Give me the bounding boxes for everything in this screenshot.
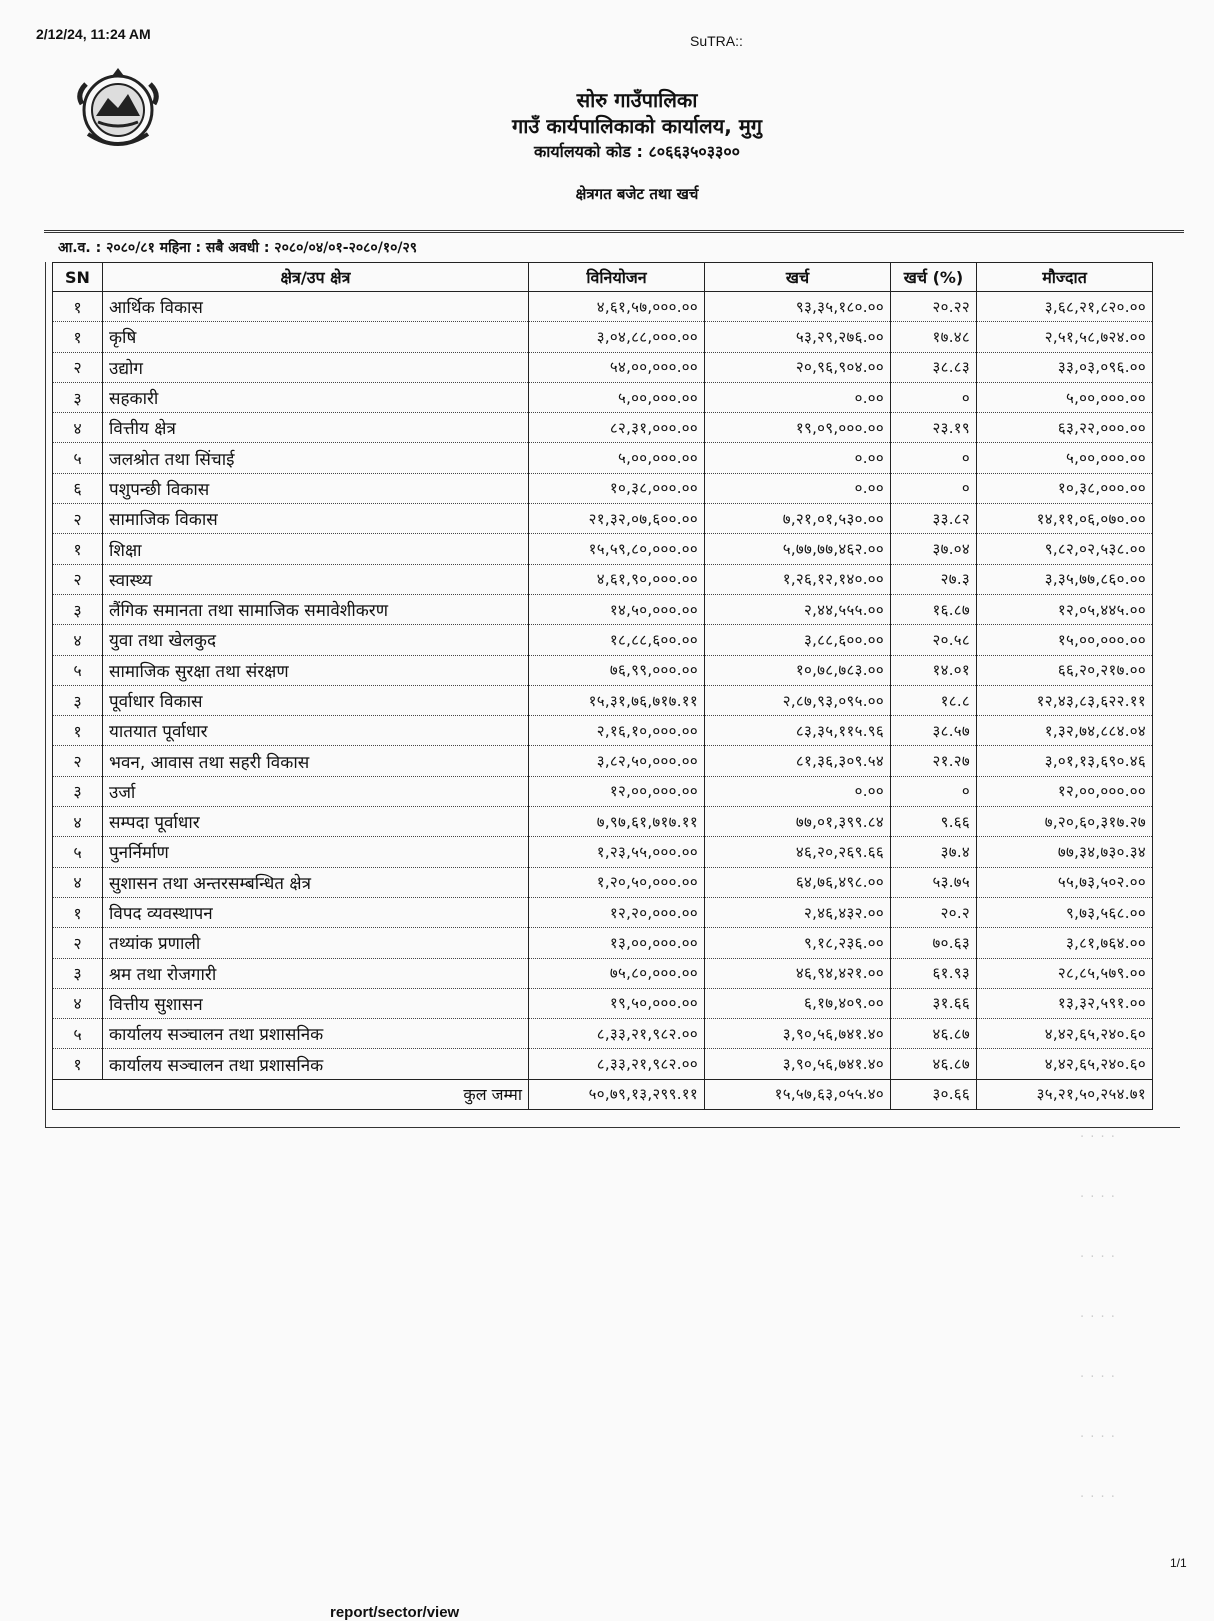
row-expense: ५,७७,७७,४६२.००: [705, 534, 891, 564]
row-sn: १: [53, 292, 103, 322]
row-balance: १४,११,०६,०७०.००: [977, 504, 1153, 534]
row-balance: ६६,२०,२१७.००: [977, 655, 1153, 685]
row-expense: २,४६,४३२.००: [705, 897, 891, 927]
row-expense-percent: ४६.८७: [891, 1049, 977, 1079]
row-sn: ६: [53, 473, 103, 503]
header-divider: [44, 230, 1184, 233]
row-expense-percent: ५३.७५: [891, 867, 977, 897]
row-balance: १२,४३,८३,६२२.११: [977, 685, 1153, 715]
row-expense: ९३,३५,१८०.००: [705, 292, 891, 322]
row-sector: स्वास्थ्य: [103, 564, 529, 594]
row-sn: ४: [53, 413, 103, 443]
row-expense: ७७,०१,३९९.८४: [705, 807, 891, 837]
row-sn: २: [53, 564, 103, 594]
table-row: [53, 837, 1153, 867]
row-allocation: ७५,८०,०००.००: [529, 958, 705, 988]
table-row: [53, 625, 1153, 655]
row-sector: भवन, आवास तथा सहरी विकास: [103, 746, 529, 776]
total-balance: ३५,२१,५०,२५४.७१: [977, 1079, 1153, 1109]
row-balance: २,५१,५८,७२४.००: [977, 322, 1153, 352]
row-expense-percent: २७.३: [891, 564, 977, 594]
table-row: [53, 443, 1153, 473]
row-expense: ३,९०,५६,७४१.४०: [705, 1019, 891, 1049]
row-expense-percent: २३.१९: [891, 413, 977, 443]
row-sn: ३: [53, 382, 103, 412]
row-expense-percent: २१.२७: [891, 746, 977, 776]
row-expense-percent: १६.८७: [891, 594, 977, 624]
col-header-expense: खर्च: [705, 263, 891, 292]
row-sn: ५: [53, 1019, 103, 1049]
row-balance: ६३,२२,०००.००: [977, 413, 1153, 443]
row-balance: ३,६८,२१,८२०.००: [977, 292, 1153, 322]
office-code: कार्यालयको कोड : ८०६६३५०३३००: [533, 142, 741, 161]
row-allocation: १५,५९,८०,०००.००: [529, 534, 705, 564]
table-row: [53, 504, 1153, 534]
row-allocation: २१,३२,०७,६००.००: [529, 504, 705, 534]
print-datetime: 2/12/24, 11:24 AM: [36, 26, 151, 42]
row-expense: ४६,९४,४२१.००: [705, 958, 891, 988]
print-site-title: SuTRA::: [690, 33, 743, 49]
row-sector: कृषि: [103, 322, 529, 352]
row-sector: सम्पदा पूर्वाधार: [103, 807, 529, 837]
row-expense-percent: ०: [891, 382, 977, 412]
row-expense: १०,७८,७८३.००: [705, 655, 891, 685]
row-expense-percent: ०: [891, 473, 977, 503]
row-allocation: १८,८८,६००.००: [529, 625, 705, 655]
row-expense-percent: ३७.०४: [891, 534, 977, 564]
row-expense: ४६,२०,२६९.६६: [705, 837, 891, 867]
row-expense-percent: २०.२२: [891, 292, 977, 322]
table-header-row: [53, 263, 1153, 292]
table-row: [53, 867, 1153, 897]
table-row: [53, 958, 1153, 988]
row-expense: ५३,२९,२७६.००: [705, 322, 891, 352]
row-expense-percent: ६१.९३: [891, 958, 977, 988]
row-allocation: १३,००,०००.००: [529, 928, 705, 958]
row-balance: ४,४२,६५,२४०.६०: [977, 1019, 1153, 1049]
row-allocation: ८,३३,२१,९८२.००: [529, 1019, 705, 1049]
row-allocation: १५,३१,७६,७१७.११: [529, 685, 705, 715]
row-allocation: १२,००,०००.००: [529, 776, 705, 806]
row-expense-percent: ९.६६: [891, 807, 977, 837]
row-sector: जलश्रोत तथा सिंचाई: [103, 443, 529, 473]
footer-url: report/sector/view: [330, 1604, 460, 1621]
row-sn: ३: [53, 685, 103, 715]
row-expense-percent: २०.५८: [891, 625, 977, 655]
row-expense: ३,९०,५६,७४१.४०: [705, 1049, 891, 1079]
row-expense: ८३,३५,११५.९६: [705, 716, 891, 746]
row-expense-percent: ३८.५७: [891, 716, 977, 746]
report-title: क्षेत्रगत बजेट तथा खर्च: [575, 185, 699, 203]
total-label: कुल जम्मा: [53, 1079, 529, 1109]
row-balance: २८,८५,५७९.००: [977, 958, 1153, 988]
table-left-border: [45, 262, 46, 1128]
row-allocation: १,२०,५०,०००.००: [529, 867, 705, 897]
row-allocation: ८२,३१,०००.००: [529, 413, 705, 443]
row-expense-percent: १८.८: [891, 685, 977, 715]
table-row: [53, 746, 1153, 776]
row-expense: ०.००: [705, 776, 891, 806]
row-balance: १,३२,७४,८८४.०४: [977, 716, 1153, 746]
row-allocation: १२,२०,०००.००: [529, 897, 705, 927]
row-expense: २,८७,९३,०९५.००: [705, 685, 891, 715]
row-expense: ९,१८,२३६.००: [705, 928, 891, 958]
row-expense: ६४,७६,४९८.००: [705, 867, 891, 897]
table-row: [53, 564, 1153, 594]
row-balance: ९,७३,५६८.००: [977, 897, 1153, 927]
row-balance: ४,४२,६५,२४०.६०: [977, 1049, 1153, 1079]
row-balance: १३,३२,५९१.००: [977, 988, 1153, 1018]
table-row: [53, 534, 1153, 564]
table-row: [53, 382, 1153, 412]
col-header-sn: SN: [53, 263, 103, 292]
row-sn: ४: [53, 988, 103, 1018]
row-expense: ६,१७,४०९.००: [705, 988, 891, 1018]
bleed-through-mark: · · · ·: [1080, 1130, 1116, 1145]
bleed-through-mark: · · · ·: [1080, 1190, 1116, 1205]
row-expense: २,४४,५५५.००: [705, 594, 891, 624]
row-balance: १५,००,०००.००: [977, 625, 1153, 655]
row-balance: ३,०१,१३,६९०.४६: [977, 746, 1153, 776]
row-sn: ३: [53, 958, 103, 988]
row-sn: ३: [53, 776, 103, 806]
row-sector: आर्थिक विकास: [103, 292, 529, 322]
row-sn: २: [53, 504, 103, 534]
row-allocation: १,२३,५५,०००.००: [529, 837, 705, 867]
row-sector: पूर्वाधार विकास: [103, 685, 529, 715]
row-allocation: १४,५०,०००.००: [529, 594, 705, 624]
table-row: [53, 655, 1153, 685]
row-sn: ५: [53, 837, 103, 867]
row-balance: ३३,०३,०९६.००: [977, 352, 1153, 382]
row-allocation: ३,८२,५०,०००.००: [529, 746, 705, 776]
row-sector: सामाजिक विकास: [103, 504, 529, 534]
row-expense-percent: २०.२: [891, 897, 977, 927]
row-allocation: ४,६१,९०,०००.००: [529, 564, 705, 594]
table-row: [53, 292, 1153, 322]
row-allocation: ५४,००,०००.००: [529, 352, 705, 382]
table-row: [53, 1019, 1153, 1049]
row-sector: कार्यालय सञ्चालन तथा प्रशासनिक: [103, 1049, 529, 1079]
table-row: [53, 776, 1153, 806]
bleed-through-mark: · · · ·: [1080, 1430, 1116, 1445]
row-sector: पुनर्निर्माण: [103, 837, 529, 867]
row-sn: २: [53, 352, 103, 382]
row-sector: युवा तथा खेलकुद: [103, 625, 529, 655]
row-expense-percent: ३८.८३: [891, 352, 977, 382]
row-allocation: १९,५०,०००.००: [529, 988, 705, 1018]
row-sector: पशुपन्छी विकास: [103, 473, 529, 503]
row-sn: ४: [53, 867, 103, 897]
page-number: 1/1: [1170, 1556, 1187, 1570]
row-expense-percent: ३७.४: [891, 837, 977, 867]
table-row: [53, 685, 1153, 715]
row-sn: १: [53, 534, 103, 564]
row-balance: १०,३८,०००.००: [977, 473, 1153, 503]
row-expense-percent: ४६.८७: [891, 1019, 977, 1049]
row-allocation: ५,००,०००.००: [529, 382, 705, 412]
row-sector: वित्तीय क्षेत्र: [103, 413, 529, 443]
row-allocation: ४,६१,५७,०००.००: [529, 292, 705, 322]
row-sector: यातयात पूर्वाधार: [103, 716, 529, 746]
row-expense: ०.००: [705, 382, 891, 412]
row-expense-percent: ०: [891, 443, 977, 473]
row-sn: १: [53, 716, 103, 746]
row-expense-percent: ७०.६३: [891, 928, 977, 958]
row-sn: १: [53, 897, 103, 927]
row-balance: १२,००,०००.००: [977, 776, 1153, 806]
row-sector: शिक्षा: [103, 534, 529, 564]
fiscal-period: आ.व. : २०८०/८१ महिना : सबै अवधी : २०८०/०४/०१-२०८०/१०/२९: [58, 240, 418, 256]
table-row: [53, 413, 1153, 443]
table-row: [53, 988, 1153, 1018]
table-row: [53, 807, 1153, 837]
col-header-balance: मौज्दात: [977, 263, 1153, 292]
table-row: [53, 1049, 1153, 1079]
row-expense-percent: ०: [891, 776, 977, 806]
table-row: [53, 897, 1153, 927]
row-sector: कार्यालय सञ्चालन तथा प्रशासनिक: [103, 1019, 529, 1049]
table-row: [53, 594, 1153, 624]
row-balance: ९,८२,०२,५३८.००: [977, 534, 1153, 564]
row-balance: १२,०५,४४५.००: [977, 594, 1153, 624]
row-expense: ३,८८,६००.००: [705, 625, 891, 655]
row-sn: २: [53, 746, 103, 776]
col-header-allocation: विनियोजन: [529, 263, 705, 292]
bleed-through-mark: · · · ·: [1080, 1250, 1116, 1265]
row-balance: ७,२०,६०,३१७.२७: [977, 807, 1153, 837]
row-expense-percent: ३३.८२: [891, 504, 977, 534]
table-row: [53, 352, 1153, 382]
row-sector: विपद व्यवस्थापन: [103, 897, 529, 927]
row-sn: २: [53, 928, 103, 958]
row-allocation: ८,३३,२१,९८२.००: [529, 1049, 705, 1079]
row-expense: ८१,३६,३०९.५४: [705, 746, 891, 776]
row-allocation: १०,३८,०००.००: [529, 473, 705, 503]
col-header-sector: क्षेत्र/उप क्षेत्र: [103, 263, 529, 292]
office-name: सोरु गाउँपालिका: [576, 88, 698, 112]
total-percent: ३०.६६: [891, 1079, 977, 1109]
bleed-through-mark: · · · ·: [1080, 1490, 1116, 1505]
bleed-through-mark: · · · ·: [1080, 1370, 1116, 1385]
row-balance: ७७,३४,७३०.३४: [977, 837, 1153, 867]
row-balance: ५५,७३,५०२.००: [977, 867, 1153, 897]
row-expense: ७,२१,०१,५३०.००: [705, 504, 891, 534]
row-allocation: २,१६,१०,०००.००: [529, 716, 705, 746]
row-sector: श्रम तथा रोजगारी: [103, 958, 529, 988]
row-expense: १,२६,१२,१४०.००: [705, 564, 891, 594]
row-sector: उर्जा: [103, 776, 529, 806]
total-allocation: ५०,७९,१३,२९९.११: [529, 1079, 705, 1109]
row-sn: १: [53, 322, 103, 352]
row-expense: १९,०९,०००.००: [705, 413, 891, 443]
row-expense: ०.००: [705, 473, 891, 503]
row-allocation: ७,९७,६१,७१७.११: [529, 807, 705, 837]
row-sector: लैंगिक समानता तथा सामाजिक समावेशीकरण: [103, 594, 529, 624]
row-sector: वित्तीय सुशासन: [103, 988, 529, 1018]
table-row: [53, 473, 1153, 503]
row-sector: सहकारी: [103, 382, 529, 412]
row-expense-percent: १७.४८: [891, 322, 977, 352]
total-expense: १५,५७,६३,०५५.४०: [705, 1079, 891, 1109]
row-sn: ३: [53, 594, 103, 624]
table-row: [53, 716, 1153, 746]
table-row: [53, 322, 1153, 352]
row-allocation: ७६,९९,०००.००: [529, 655, 705, 685]
row-expense: ०.००: [705, 443, 891, 473]
office-subtitle: गाउँ कार्यपालिकाको कार्यालय, मुगु: [511, 114, 763, 138]
row-sn: ५: [53, 655, 103, 685]
row-balance: ३,८१,७६४.००: [977, 928, 1153, 958]
table-bottom-rule: [45, 1127, 1180, 1128]
row-sector: सुशासन तथा अन्तरसम्बन्धित क्षेत्र: [103, 867, 529, 897]
row-expense-percent: ३१.६६: [891, 988, 977, 1018]
row-sn: ४: [53, 625, 103, 655]
row-balance: ३,३५,७७,८६०.००: [977, 564, 1153, 594]
total-row: [53, 1079, 1153, 1109]
row-balance: ५,००,०००.००: [977, 382, 1153, 412]
row-expense-percent: १४.०१: [891, 655, 977, 685]
row-balance: ५,००,०००.००: [977, 443, 1153, 473]
table-row: [53, 928, 1153, 958]
budget-table: [52, 262, 1153, 1110]
row-expense: २०,९६,९०४.००: [705, 352, 891, 382]
row-sector: सामाजिक सुरक्षा तथा संरक्षण: [103, 655, 529, 685]
row-sector: उद्योग: [103, 352, 529, 382]
row-allocation: ५,००,०००.००: [529, 443, 705, 473]
row-sn: ४: [53, 807, 103, 837]
row-sn: ५: [53, 443, 103, 473]
bleed-through-mark: · · · ·: [1080, 1310, 1116, 1325]
row-sn: १: [53, 1049, 103, 1079]
row-allocation: ३,०४,८८,०००.००: [529, 322, 705, 352]
table-body: [53, 292, 1153, 1080]
row-sector: तथ्यांक प्रणाली: [103, 928, 529, 958]
col-header-expense-percent: खर्च (%): [891, 263, 977, 292]
